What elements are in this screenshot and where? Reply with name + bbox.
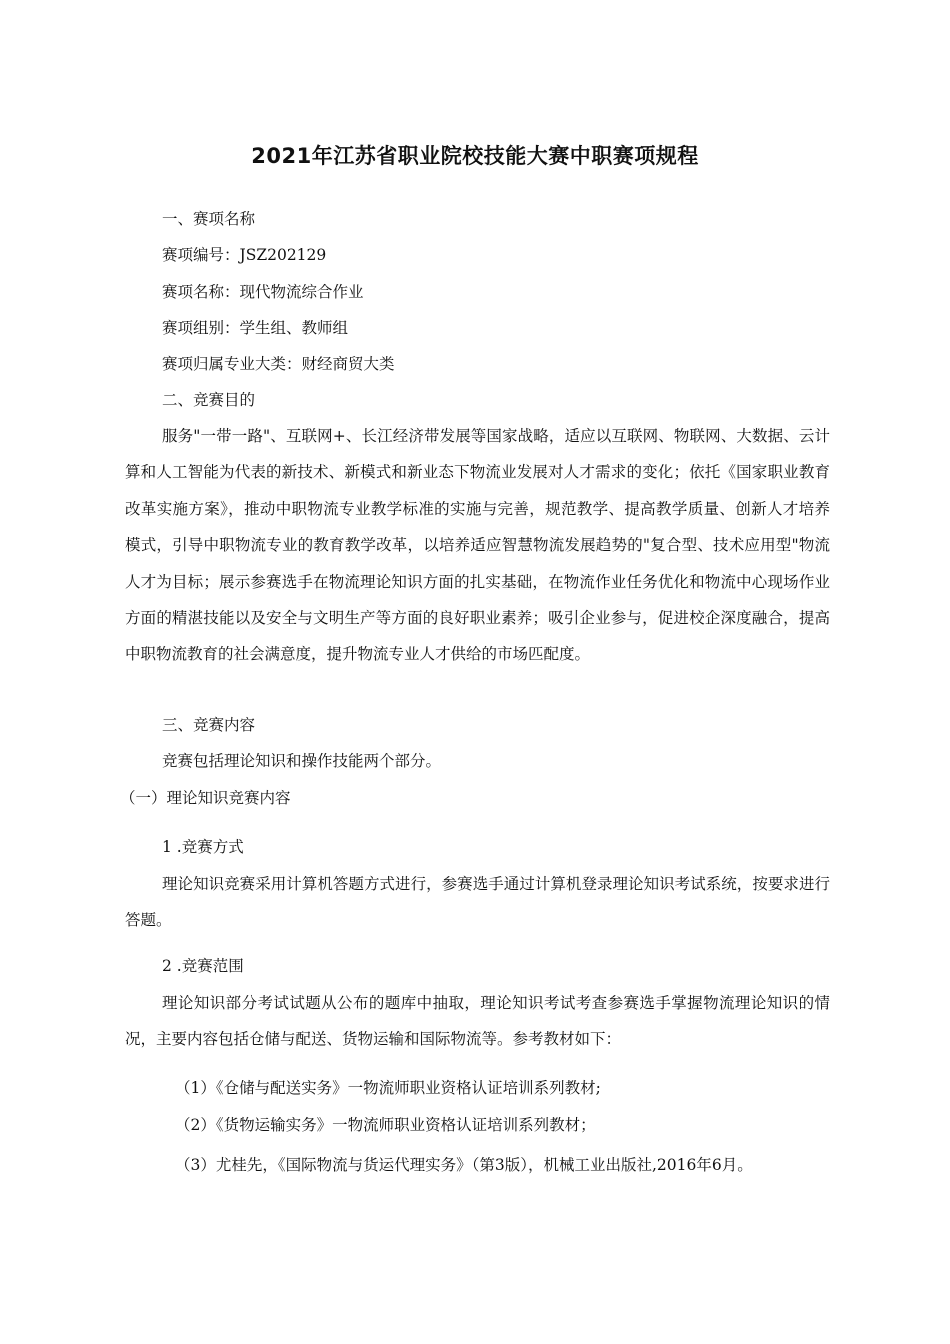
reference-2: （2）《货物运输实务》一物流师职业资格认证培训系列教材； <box>175 1116 596 1134</box>
event-group: 赛项组别：学生组、教师组 <box>162 319 349 337</box>
item-heading-2: 2 .竞赛范围 <box>162 957 244 975</box>
purpose-paragraph: 服务"一带一路"、互联网+、长江经济带发展等国家战略，适应以互联网、物联网、大数据、云计算和人工智能为代表的新技术、新模式和新业态下物流业发展对人才需求的变化；依托《国家职业教育改革实施方案》，推动中职物流专业教学标准的实施与完善，规范教学、提高教学质量、创新人才培养模式，引导中职物流专业的教育教学改革，以培养适应智慧物流发展趋势的"复合型、技术应用型"物流人才为目标；展示参赛选手在物流理论知识方面的扎实基础，在物流作业任务优化和物流中心现场作业方面的精湛技能以及安全与文明生产等方面的良好职业素养；吸引企业参与，促进校企深度融合，提高中职物流教育的社会满意度，提升物流专业人才供给的市场匹配度。 <box>125 427 830 664</box>
reference-1: （1）《仓储与配送实务》一物流师职业资格认证培训系列教材; <box>175 1079 601 1097</box>
event-code: 赛项编号：JSZ202129 <box>162 246 327 264</box>
item-paragraph-1: 理论知识竞赛采用计算机答题方式进行，参赛选手通过计算机登录理论知识考试系统，按要求进行答题。 <box>125 875 830 930</box>
event-category: 赛项归属专业大类：财经商贸大类 <box>162 355 395 373</box>
event-name: 赛项名称：现代物流综合作业 <box>162 283 364 301</box>
content-intro: 竞赛包括理论知识和操作技能两个部分。 <box>162 752 442 770</box>
section-heading-3: 三、竞赛内容 <box>162 716 256 734</box>
section-heading-1: 一、赛项名称 <box>162 210 256 228</box>
item-paragraph-2: 理论知识部分考试试题从公布的题库中抽取，理论知识考试考查参赛选手掌握物流理论知识的情况，主要内容包括仓储与配送、货物运输和国际物流等。参考教材如下： <box>125 994 830 1049</box>
subsection-heading-1: （一）理论知识竞赛内容 <box>120 789 291 807</box>
reference-3: （3）尤桂先，《国际物流与货运代理实务》（第3版），机械工业出版社,2016年6月。 <box>175 1156 753 1174</box>
page-title: 2021年江苏省职业院校技能大赛中职赛项规程 <box>251 144 699 168</box>
section-heading-2: 二、竞赛目的 <box>162 391 256 409</box>
item-heading-1: 1 .竞赛方式 <box>162 838 244 856</box>
